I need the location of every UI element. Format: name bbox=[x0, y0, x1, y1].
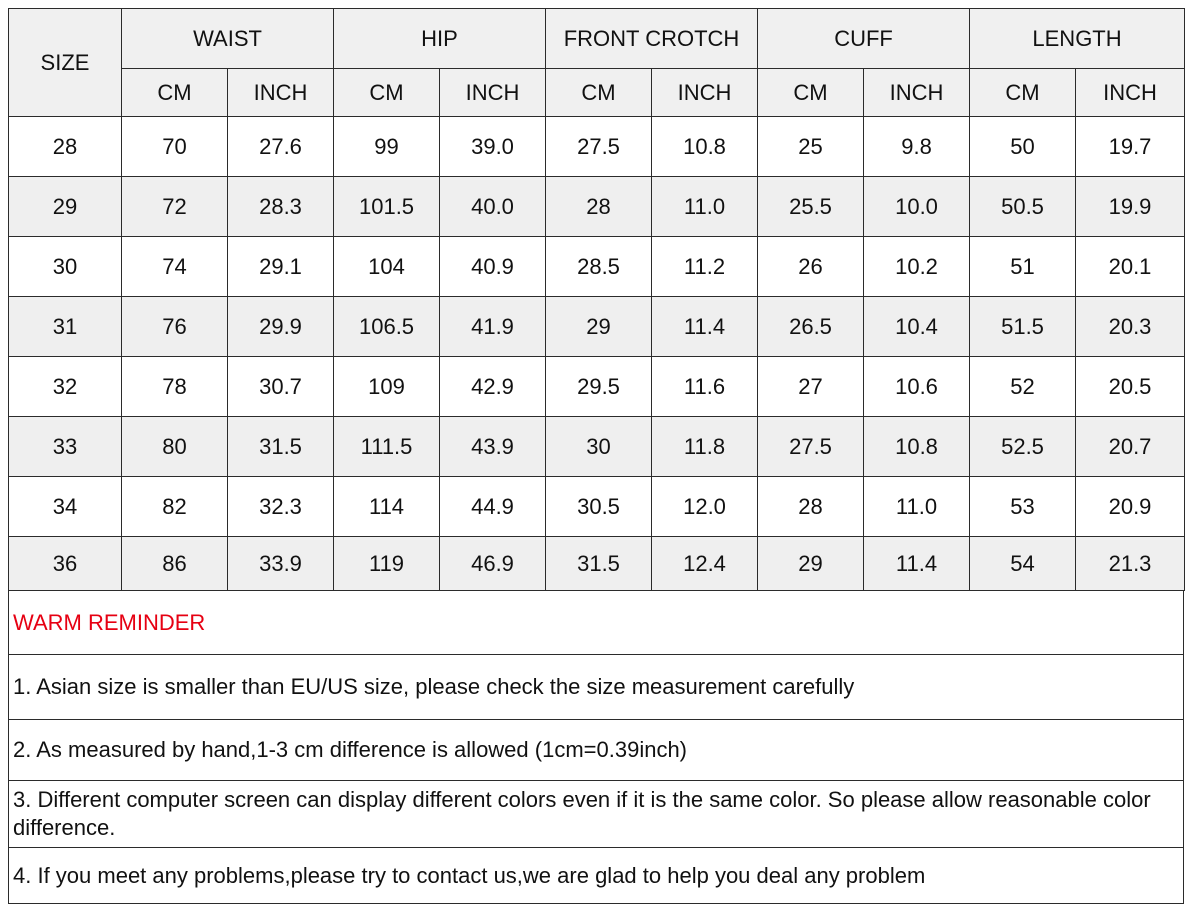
table-cell: 26.5 bbox=[758, 297, 864, 357]
header-row-units bbox=[9, 69, 1185, 117]
table-cell: 31.5 bbox=[228, 417, 334, 477]
table-cell: 29.1 bbox=[228, 237, 334, 297]
table-cell: 10.8 bbox=[864, 417, 970, 477]
table-cell: 27.6 bbox=[228, 117, 334, 177]
table-cell: 20.3 bbox=[1076, 297, 1185, 357]
table-cell: 51.5 bbox=[970, 297, 1076, 357]
table-row bbox=[9, 117, 1185, 177]
group-header-length: LENGTH bbox=[970, 9, 1185, 69]
table-cell: 10.0 bbox=[864, 177, 970, 237]
table-cell: 20.1 bbox=[1076, 237, 1185, 297]
table-cell: 28.3 bbox=[228, 177, 334, 237]
group-header-front-crotch: FRONT CROTCH bbox=[546, 9, 758, 69]
size-chart bbox=[8, 8, 1184, 904]
table-cell: 32.3 bbox=[228, 477, 334, 537]
warm-reminder-title: WARM REMINDER bbox=[9, 591, 1183, 655]
table-cell: 20.7 bbox=[1076, 417, 1185, 477]
table-cell: 25 bbox=[758, 117, 864, 177]
unit-header-cm: CM bbox=[334, 69, 440, 117]
table-row bbox=[9, 537, 1185, 591]
unit-header-cm: CM bbox=[758, 69, 864, 117]
table-cell: 29.5 bbox=[546, 357, 652, 417]
table-cell: 80 bbox=[122, 417, 228, 477]
size-cell: 32 bbox=[9, 357, 122, 417]
table-cell: 106.5 bbox=[334, 297, 440, 357]
unit-header-inch: INCH bbox=[1076, 69, 1185, 117]
table-cell: 111.5 bbox=[334, 417, 440, 477]
size-cell: 31 bbox=[9, 297, 122, 357]
table-cell: 11.8 bbox=[652, 417, 758, 477]
table-cell: 28 bbox=[758, 477, 864, 537]
table-cell: 53 bbox=[970, 477, 1076, 537]
table-row bbox=[9, 357, 1185, 417]
table-cell: 76 bbox=[122, 297, 228, 357]
table-cell: 99 bbox=[334, 117, 440, 177]
header-row-groups bbox=[9, 9, 1185, 69]
unit-header-cm: CM bbox=[122, 69, 228, 117]
size-cell: 28 bbox=[9, 117, 122, 177]
table-cell: 25.5 bbox=[758, 177, 864, 237]
table-cell: 28.5 bbox=[546, 237, 652, 297]
table-cell: 42.9 bbox=[440, 357, 546, 417]
table-cell: 11.0 bbox=[652, 177, 758, 237]
group-header-waist: WAIST bbox=[122, 9, 334, 69]
table-row bbox=[9, 297, 1185, 357]
group-header-cuff: CUFF bbox=[758, 9, 970, 69]
table-cell: 10.6 bbox=[864, 357, 970, 417]
table-cell: 30 bbox=[546, 417, 652, 477]
table-cell: 41.9 bbox=[440, 297, 546, 357]
warm-reminder-section bbox=[8, 591, 1184, 904]
size-cell: 30 bbox=[9, 237, 122, 297]
unit-header-cm: CM bbox=[546, 69, 652, 117]
reminder-note-3: 3. Different computer screen can display different colors even if it is the same color. So please allow reasonable color difference. bbox=[9, 781, 1183, 848]
size-table bbox=[8, 8, 1185, 591]
unit-header-inch: INCH bbox=[228, 69, 334, 117]
table-cell: 33.9 bbox=[228, 537, 334, 591]
table-cell: 19.7 bbox=[1076, 117, 1185, 177]
table-cell: 43.9 bbox=[440, 417, 546, 477]
table-row bbox=[9, 177, 1185, 237]
reminder-note-1: 1. Asian size is smaller than EU/US size, please check the size measurement carefully bbox=[9, 655, 1183, 720]
size-cell: 33 bbox=[9, 417, 122, 477]
table-row bbox=[9, 417, 1185, 477]
table-cell: 78 bbox=[122, 357, 228, 417]
table-cell: 114 bbox=[334, 477, 440, 537]
table-cell: 11.0 bbox=[864, 477, 970, 537]
table-row bbox=[9, 477, 1185, 537]
table-cell: 20.9 bbox=[1076, 477, 1185, 537]
unit-header-inch: INCH bbox=[864, 69, 970, 117]
table-cell: 30.7 bbox=[228, 357, 334, 417]
table-cell: 19.9 bbox=[1076, 177, 1185, 237]
table-cell: 30.5 bbox=[546, 477, 652, 537]
table-cell: 31.5 bbox=[546, 537, 652, 591]
unit-header-cm: CM bbox=[970, 69, 1076, 117]
table-cell: 40.9 bbox=[440, 237, 546, 297]
size-cell: 29 bbox=[9, 177, 122, 237]
table-cell: 20.5 bbox=[1076, 357, 1185, 417]
table-cell: 86 bbox=[122, 537, 228, 591]
table-cell: 27.5 bbox=[758, 417, 864, 477]
table-cell: 27 bbox=[758, 357, 864, 417]
table-cell: 12.4 bbox=[652, 537, 758, 591]
table-cell: 28 bbox=[546, 177, 652, 237]
table-cell: 70 bbox=[122, 117, 228, 177]
table-cell: 50 bbox=[970, 117, 1076, 177]
group-header-hip: HIP bbox=[334, 9, 546, 69]
table-cell: 101.5 bbox=[334, 177, 440, 237]
table-cell: 39.0 bbox=[440, 117, 546, 177]
table-cell: 11.6 bbox=[652, 357, 758, 417]
unit-header-inch: INCH bbox=[652, 69, 758, 117]
table-cell: 27.5 bbox=[546, 117, 652, 177]
table-cell: 104 bbox=[334, 237, 440, 297]
table-cell: 82 bbox=[122, 477, 228, 537]
table-cell: 21.3 bbox=[1076, 537, 1185, 591]
table-cell: 44.9 bbox=[440, 477, 546, 537]
table-cell: 29.9 bbox=[228, 297, 334, 357]
table-cell: 10.4 bbox=[864, 297, 970, 357]
table-cell: 29 bbox=[758, 537, 864, 591]
table-cell: 109 bbox=[334, 357, 440, 417]
table-cell: 11.4 bbox=[652, 297, 758, 357]
table-cell: 29 bbox=[546, 297, 652, 357]
table-cell: 26 bbox=[758, 237, 864, 297]
unit-header-inch: INCH bbox=[440, 69, 546, 117]
size-cell: 36 bbox=[9, 537, 122, 591]
table-cell: 119 bbox=[334, 537, 440, 591]
table-cell: 54 bbox=[970, 537, 1076, 591]
table-cell: 40.0 bbox=[440, 177, 546, 237]
table-cell: 74 bbox=[122, 237, 228, 297]
table-cell: 11.4 bbox=[864, 537, 970, 591]
table-row bbox=[9, 237, 1185, 297]
size-cell: 34 bbox=[9, 477, 122, 537]
table-cell: 12.0 bbox=[652, 477, 758, 537]
table-cell: 51 bbox=[970, 237, 1076, 297]
reminder-note-2: 2. As measured by hand,1-3 cm difference is allowed (1cm=0.39inch) bbox=[9, 720, 1183, 781]
table-cell: 10.2 bbox=[864, 237, 970, 297]
table-cell: 9.8 bbox=[864, 117, 970, 177]
table-cell: 52 bbox=[970, 357, 1076, 417]
table-cell: 52.5 bbox=[970, 417, 1076, 477]
table-cell: 72 bbox=[122, 177, 228, 237]
table-cell: 11.2 bbox=[652, 237, 758, 297]
reminder-note-4: 4. If you meet any problems,please try to contact us,we are glad to help you deal any problem bbox=[9, 848, 1183, 904]
table-cell: 10.8 bbox=[652, 117, 758, 177]
table-cell: 50.5 bbox=[970, 177, 1076, 237]
size-header: SIZE bbox=[9, 9, 122, 117]
table-cell: 46.9 bbox=[440, 537, 546, 591]
